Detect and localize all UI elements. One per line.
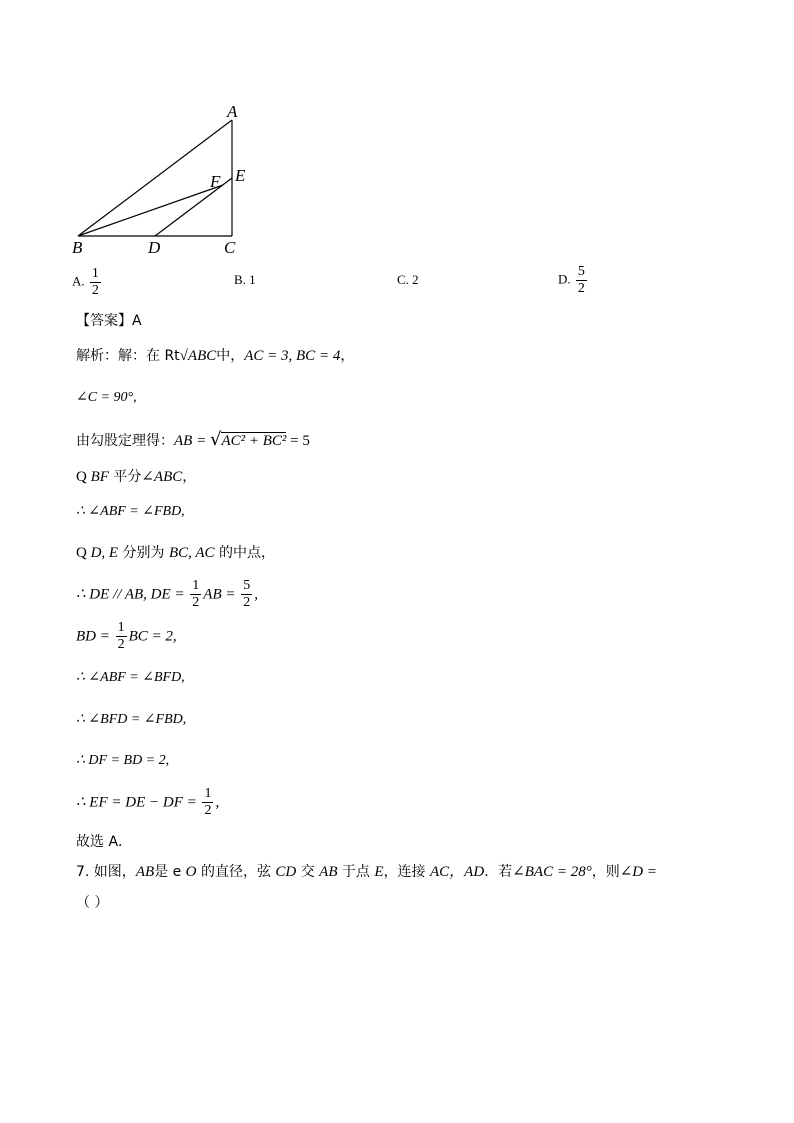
solution-line-10: ∴ ∠BFD = ∠FBD, — [76, 712, 187, 727]
solution-line-9: ∴ ∠ABF = ∠BFD, — [76, 670, 185, 685]
solution-line-6: Q D, E 分别为 BC, AC 的中点， — [76, 545, 276, 561]
solution-line-5: ∴ ∠ABF = ∠FBD, — [76, 504, 185, 519]
segment-ab — [78, 120, 232, 236]
answer-label: 【答案】A — [76, 313, 142, 329]
solution-line-3: 由勾股定理得：AB = √AC² + BC² = 5 — [76, 429, 310, 450]
solution-line-12: ∴ EF = DE − DF = $\frac{1}{2}$ , — [76, 786, 220, 818]
segment-bf — [78, 185, 223, 236]
solution-conclusion: 故选 A． — [76, 834, 133, 850]
label-d: D — [148, 238, 161, 257]
segment-de — [155, 178, 232, 236]
solution-line-1: 解析：解：在 Rt√ABC中，AC = 3, BC = 4， — [76, 348, 355, 364]
option-d: D. $\frac{5}{2}$ — [558, 264, 585, 296]
label-f: F — [210, 172, 221, 191]
solution-line-2: ∠C = 90°, — [76, 390, 137, 405]
solution-line-4: Q BF 平分∠ABC， — [76, 469, 197, 485]
label-c: C — [224, 238, 236, 257]
solution-line-8: BD = $\frac{1}{2}$ BC = 2, — [76, 620, 177, 652]
option-a: A. $\frac{1}{2}$ — [72, 266, 99, 298]
geometry-figure — [60, 95, 280, 260]
solution-line-11: ∴ DF = BD = 2, — [76, 753, 170, 768]
option-a-fraction: $\frac{1}{2}$ — [91, 266, 99, 298]
option-b: B. 1 — [234, 272, 256, 287]
question-7-blank: （ ） — [76, 895, 109, 911]
sqrt-symbol: √ — [209, 429, 222, 450]
label-a: A — [227, 102, 238, 121]
option-d-fraction: $\frac{5}{2}$ — [577, 264, 585, 296]
label-b: B — [72, 238, 83, 257]
solution-line-7: ∴ DE // AB, DE = $\frac{1}{2}$ AB = $\frac{5}{2}$ , — [76, 578, 258, 610]
label-e: E — [235, 166, 246, 185]
question-7: 7. 如图，AB是 e O 的直径，弦 CD 交 AB 于点 E，连接 AC，AD．若∠BAC = 28°，则∠D = — [76, 864, 657, 880]
option-c: C. 2 — [397, 272, 419, 287]
